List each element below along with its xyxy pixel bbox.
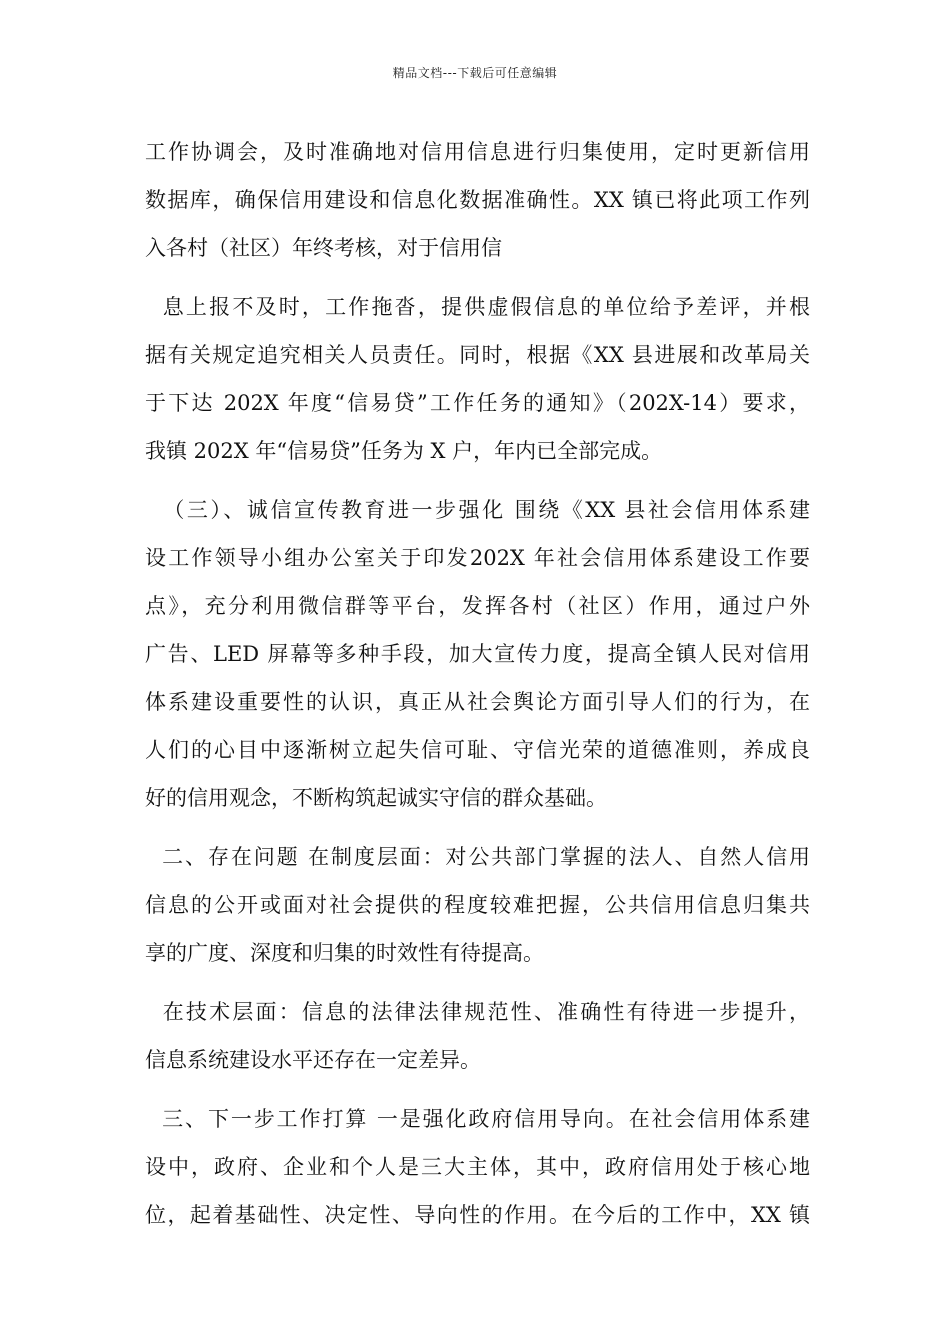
text-line: 设中，政府、企业和个人是三大主体，其中，政府信用处于核心地	[145, 1155, 810, 1179]
text-line: 我镇 202X 年“信易贷”任务为 X 户，年内已全部完成。	[145, 439, 663, 463]
paragraph	[145, 283, 810, 475]
paragraph	[145, 1095, 810, 1239]
paragraph	[145, 833, 810, 977]
text-line: 工作协调会，及时准确地对信用信息进行归集使用，定时更新信用	[145, 140, 810, 164]
paragraph	[145, 988, 810, 1084]
paragraph	[145, 486, 810, 822]
text-line: 据有关规定追究相关人员责任。同时，根据《XX 县进展和改革局关	[145, 343, 810, 367]
text-line: 点》，充分利用微信群等平台，发挥各村（社区）作用，通过户外	[145, 594, 810, 618]
text-line: 体系建设重要性的认识，真正从社会舆论方面引导人们的行为，在	[145, 690, 810, 714]
text-line: 位，起着基础性、决定性、导向性的作用。在今后的工作中，XX 镇	[145, 1203, 810, 1227]
text-line: 入各村（社区）年终考核，对于信用信	[145, 236, 502, 260]
text-line: 设工作领导小组办公室关于印发202X 年社会信用体系建设工作要	[145, 546, 810, 570]
text-line: 于下达 202X 年度“信易贷”工作任务的通知》（202X-14）要求，	[145, 391, 810, 415]
text-line: 在技术层面：信息的法律法律规范性、准确性有待进一步提升，	[145, 1000, 810, 1024]
text-line: 信息系统建设水平还存在一定差异。	[145, 1048, 481, 1072]
text-line: 二、存在问题 在制度层面：对公共部门掌握的法人、自然人信用	[145, 845, 810, 869]
text-line: （三）、诚信宣传教育进一步强化 围绕《XX 县社会信用体系建	[145, 498, 810, 522]
text-line: 息上报不及时，工作拖沓，提供虚假信息的单位给予差评，并根	[145, 295, 810, 319]
text-line: 三、下一步工作打算 一是强化政府信用导向。在社会信用体系建	[145, 1107, 810, 1131]
text-line: 信息的公开或面对社会提供的程度较难把握，公共信用信息归集共	[145, 893, 810, 917]
text-line: 享的广度、深度和归集的时效性有待提高。	[145, 941, 544, 965]
text-line: 好的信用观念，不断构筑起诚实守信的群众基础。	[145, 786, 607, 810]
paragraph	[145, 128, 810, 272]
text-line: 人们的心目中逐渐树立起失信可耻、守信光荣的道德准则，养成良	[145, 738, 810, 762]
text-line: 数据库，确保信用建设和信息化数据准确性。XX 镇已将此项工作列	[145, 188, 810, 212]
document-body	[145, 128, 810, 1250]
page-header: 精品文档---下载后可任意编辑	[392, 66, 558, 80]
text-line: 广告、LED 屏幕等多种手段，加大宣传力度，提高全镇人民对信用	[145, 642, 810, 666]
